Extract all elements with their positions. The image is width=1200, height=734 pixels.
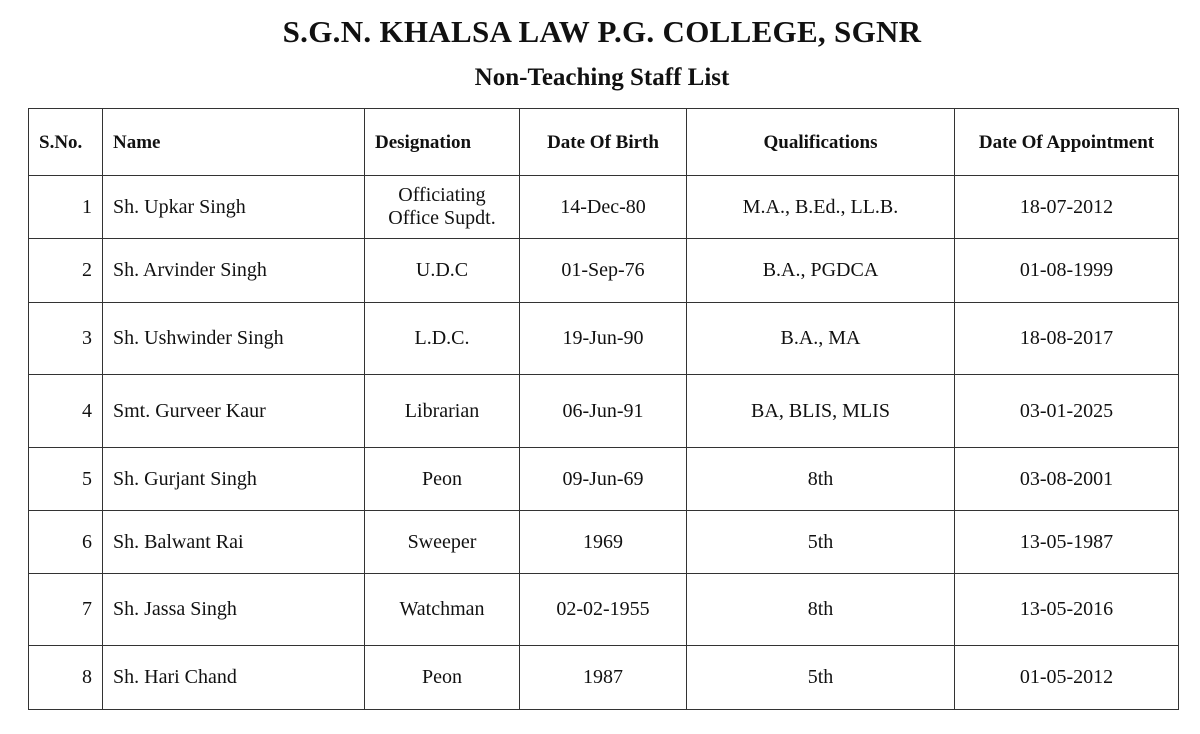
- cell-dob: 02-02-1955: [520, 574, 687, 646]
- cell-sno: 1: [29, 176, 103, 239]
- cell-appointment: 03-01-2025: [955, 375, 1179, 448]
- cell-sno: 5: [29, 448, 103, 511]
- cell-name: Sh. Balwant Rai: [103, 511, 365, 574]
- table-row: [29, 176, 1179, 239]
- cell-name: Sh. Arvinder Singh: [103, 239, 365, 303]
- table-header-row: [29, 109, 1179, 176]
- cell-designation: L.D.C.: [365, 303, 520, 375]
- cell-sno: 2: [29, 239, 103, 303]
- cell-designation: Officiating Office Supdt.: [365, 176, 520, 239]
- cell-qualifications: 8th: [687, 574, 955, 646]
- cell-name: Smt. Gurveer Kaur: [103, 375, 365, 448]
- cell-designation: Watchman: [365, 574, 520, 646]
- cell-qualifications: 5th: [687, 646, 955, 710]
- cell-designation: Sweeper: [365, 511, 520, 574]
- cell-sno: 4: [29, 375, 103, 448]
- cell-appointment: 01-08-1999: [955, 239, 1179, 303]
- cell-qualifications: B.A., MA: [687, 303, 955, 375]
- table-row: [29, 448, 1179, 511]
- cell-appointment: 03-08-2001: [955, 448, 1179, 511]
- table-row: [29, 574, 1179, 646]
- cell-qualifications: 8th: [687, 448, 955, 511]
- cell-designation: U.D.C: [365, 239, 520, 303]
- column-header-designation: Designation: [365, 109, 520, 176]
- table-row: [29, 303, 1179, 375]
- cell-name: Sh. Gurjant Singh: [103, 448, 365, 511]
- cell-sno: 3: [29, 303, 103, 375]
- cell-name: Sh. Jassa Singh: [103, 574, 365, 646]
- staff-table: [28, 108, 1179, 710]
- cell-dob: 1987: [520, 646, 687, 710]
- cell-name: Sh. Upkar Singh: [103, 176, 365, 239]
- cell-name: Sh. Hari Chand: [103, 646, 365, 710]
- cell-appointment: 01-05-2012: [955, 646, 1179, 710]
- cell-dob: 09-Jun-69: [520, 448, 687, 511]
- cell-name: Sh. Ushwinder Singh: [103, 303, 365, 375]
- cell-sno: 7: [29, 574, 103, 646]
- cell-dob: 19-Jun-90: [520, 303, 687, 375]
- cell-sno: 8: [29, 646, 103, 710]
- column-header-appointment: Date Of Appointment: [955, 109, 1179, 176]
- cell-appointment: 18-08-2017: [955, 303, 1179, 375]
- column-header-qualifications: Qualifications: [687, 109, 955, 176]
- cell-designation: Librarian: [365, 375, 520, 448]
- cell-dob: 01-Sep-76: [520, 239, 687, 303]
- cell-sno: 6: [29, 511, 103, 574]
- column-header-dob: Date Of Birth: [520, 109, 687, 176]
- column-header-sno: S.No.: [29, 109, 103, 176]
- cell-appointment: 13-05-1987: [955, 511, 1179, 574]
- table-row: [29, 511, 1179, 574]
- column-header-name: Name: [103, 109, 365, 176]
- cell-qualifications: M.A., B.Ed., LL.B.: [687, 176, 955, 239]
- cell-qualifications: 5th: [687, 511, 955, 574]
- cell-designation: Peon: [365, 448, 520, 511]
- cell-appointment: 13-05-2016: [955, 574, 1179, 646]
- table-row: [29, 646, 1179, 710]
- cell-dob: 14-Dec-80: [520, 176, 687, 239]
- cell-qualifications: BA, BLIS, MLIS: [687, 375, 955, 448]
- cell-qualifications: B.A., PGDCA: [687, 239, 955, 303]
- cell-dob: 1969: [520, 511, 687, 574]
- table-row: [29, 239, 1179, 303]
- table-row: [29, 375, 1179, 448]
- page-title: S.G.N. KHALSA LAW P.G. COLLEGE, SGNR: [282, 14, 922, 49]
- cell-dob: 06-Jun-91: [520, 375, 687, 448]
- cell-appointment: 18-07-2012: [955, 176, 1179, 239]
- cell-designation: Peon: [365, 646, 520, 710]
- page-subtitle: Non-Teaching Staff List: [474, 64, 730, 91]
